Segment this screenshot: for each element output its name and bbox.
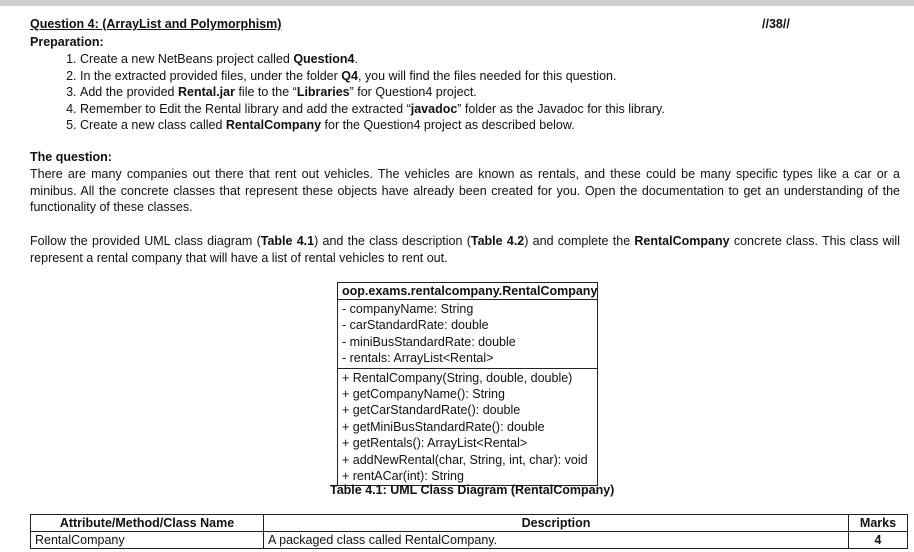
uml-class-name: oop.exams.rentalcompany.RentalCompany bbox=[342, 284, 598, 298]
uml-attribute: - companyName: String bbox=[342, 302, 474, 316]
class-description-table bbox=[30, 514, 908, 549]
row-name: RentalCompany bbox=[31, 532, 264, 549]
column-header: Description bbox=[264, 515, 849, 532]
uml-method: + getCarStandardRate(): double bbox=[342, 403, 521, 418]
uml-method: + getMiniBusStandardRate(): double bbox=[342, 419, 545, 434]
step-item: 5. Create a new class called RentalCompany for the Question4 project as described below. bbox=[80, 117, 900, 134]
step-item: 2. In the extracted provided files, under the folder Q4, you will find the files needed for this question. bbox=[80, 68, 900, 85]
uml-caption: Table 4.1: UML Class Diagram (RentalCompany) bbox=[330, 483, 615, 497]
top-border bbox=[0, 0, 914, 6]
total-marks: //38// bbox=[762, 17, 790, 31]
question-title: Question 4: (ArrayList and Polymorphism) bbox=[30, 17, 282, 31]
step-item: 3. Add the provided Rental.jar file to the “Libraries” for Question4 project. bbox=[80, 84, 900, 101]
step-item: 4. Remember to Edit the Rental library and add the extracted “javadoc” folder as the Javadoc for this library. bbox=[80, 101, 900, 118]
uml-method: + getCompanyName(): String bbox=[342, 387, 505, 402]
uml-attributes bbox=[338, 299, 597, 368]
preparation-steps bbox=[32, 51, 900, 134]
row-marks: 4 bbox=[849, 532, 908, 549]
preparation-heading: Preparation: bbox=[30, 35, 104, 49]
uml-method: + addNewRental(char, String, int, char): void bbox=[342, 452, 588, 467]
uml-method: + rentACar(int): String bbox=[342, 469, 464, 484]
table-row bbox=[31, 532, 908, 549]
table-header-row bbox=[31, 515, 908, 532]
question-paragraph-2: Follow the provided UML class diagram (Table 4.1) and the class description (Table 4.2) and complete the RentalCompany concrete class. This class will represent a rental company that will have a list of rental vehicles to rent out. bbox=[30, 234, 900, 265]
row-description: A packaged class called RentalCompany. bbox=[264, 532, 849, 549]
uml-attribute: - miniBusStandardRate: double bbox=[342, 334, 516, 349]
uml-attribute: - rentals: ArrayList<Rental> bbox=[342, 351, 494, 366]
uml-attribute: - carStandardRate: double bbox=[342, 318, 489, 333]
uml-method: + RentalCompany(String, double, double) bbox=[342, 370, 573, 385]
question-paragraph-1: There are many companies out there that rent out vehicles. The vehicles are known as rentals, and these could be many specific types like a car or a minibus. All the concrete classes that represent these objects have already been created for you. Open the documentation to get an understanding of the functionality of these classes. bbox=[30, 167, 900, 214]
column-header: Attribute/Method/Class Name bbox=[31, 515, 264, 532]
step-item: 1. Create a new NetBeans project called Question4. bbox=[80, 51, 900, 68]
uml-method: + getRentals(): ArrayList<Rental> bbox=[342, 436, 528, 451]
uml-class-diagram bbox=[337, 282, 598, 486]
question-heading: The question: bbox=[30, 150, 112, 164]
column-header: Marks bbox=[849, 515, 908, 532]
uml-methods bbox=[338, 368, 597, 486]
